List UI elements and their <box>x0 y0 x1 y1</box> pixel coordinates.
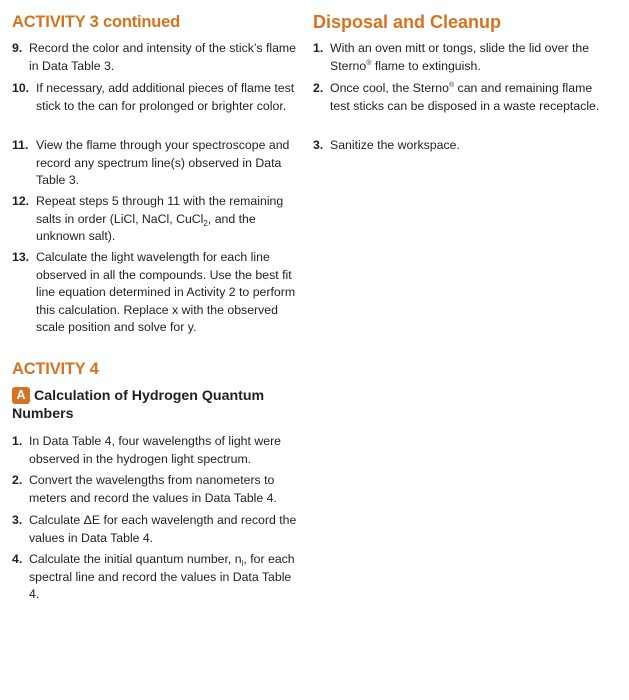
list-item <box>12 433 302 468</box>
part-title: Calculation of Hydrogen Quantum Numbers <box>12 388 265 422</box>
step-number: 2. <box>313 81 324 95</box>
part-badge: A <box>12 387 30 404</box>
activity-4-title: ACTIVITY 4 <box>12 360 99 378</box>
part-a-heading <box>12 387 302 423</box>
list-item <box>12 512 302 547</box>
list-item <box>12 40 302 75</box>
step-number: 1. <box>12 434 23 448</box>
list-item <box>12 193 302 246</box>
step-number: 4. <box>12 552 23 566</box>
step-text: Convert the wavelengths from nanometers to meters and record the values in Data Table 4. <box>29 473 277 505</box>
step-number: 11. <box>12 138 29 152</box>
step-number: 1. <box>313 41 324 55</box>
list-item <box>12 472 302 507</box>
list-item <box>313 80 603 115</box>
step-number: 3. <box>313 138 324 152</box>
step-text: View the flame through your spectroscope and record any spectrum line(s) observed in Data Table 3. <box>36 138 290 187</box>
step-number: 10. <box>12 81 30 95</box>
step-number: 2. <box>12 473 23 487</box>
step-text: Once cool, the Sterno® can and remaining flame test sticks can be disposed in a waste receptacle. <box>330 81 600 113</box>
list-item <box>12 551 302 604</box>
list-item <box>313 137 603 155</box>
step-text: In Data Table 4, four wavelengths of light were observed in the hydrogen light spectrum. <box>29 434 282 466</box>
step-text: With an oven mitt or tongs, slide the lid over the Sterno® flame to extinguish. <box>330 41 590 73</box>
step-number: 3. <box>12 513 23 527</box>
step-text: Record the color and intensity of the stick’s flame in Data Table 3. <box>29 41 297 73</box>
step-number: 13. <box>12 250 30 264</box>
step-text: Calculate ΔE for each wavelength and record the values in Data Table 4. <box>29 513 297 545</box>
step-text: Calculate the initial quantum number, $n_i$, for each spectral line and record the values in Data Table 4. <box>29 552 295 601</box>
step-number: 9. <box>12 41 23 55</box>
step-number: 12. <box>12 194 30 208</box>
activity-3-title: ACTIVITY 3 continued <box>12 13 181 31</box>
list-item <box>12 80 302 115</box>
list-item <box>313 40 603 75</box>
list-item <box>12 249 302 337</box>
list-item <box>12 137 302 190</box>
step-text: If necessary, add additional pieces of flame test stick to the can for prolonged or brighter color. <box>36 81 295 113</box>
step-text: Repeat steps 5 through 11 with the remaining salts in order (LiCl, NaCl, CuCl$_2$, and the unknown salt). <box>36 194 284 243</box>
step-text: Calculate the light wavelength for each line observed in all the compounds. Use the best fit line equation determined in Activity 2 to perform this calculation. Replace x with the observed scale position and solve for y. <box>36 250 296 334</box>
disposal-title: Disposal and Cleanup <box>313 12 502 32</box>
step-text: Sanitize the workspace. <box>330 138 460 152</box>
